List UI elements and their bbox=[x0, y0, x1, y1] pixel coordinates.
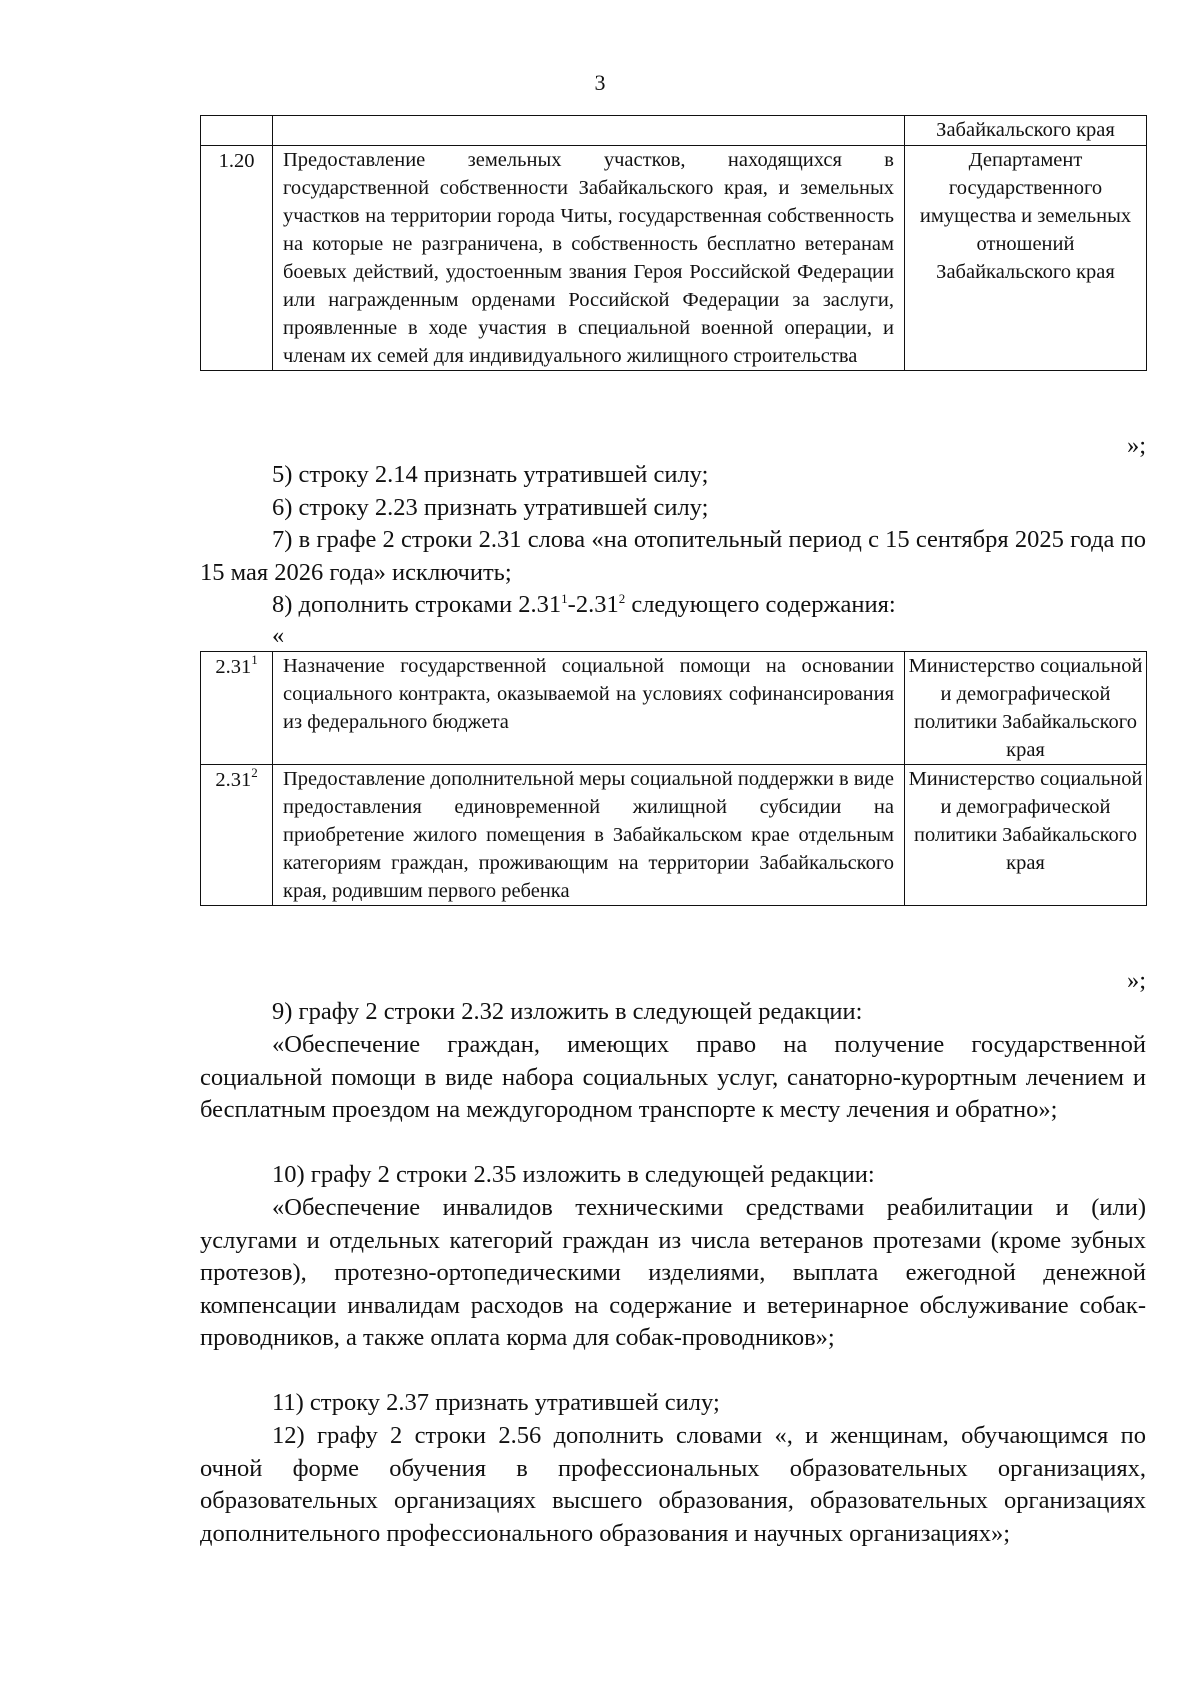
services-table-2 bbox=[200, 651, 1147, 906]
row-number bbox=[201, 116, 273, 146]
department-cell: Министерство социальной и демографической политики Забайкальского края bbox=[905, 765, 1147, 906]
superscript: 2 bbox=[618, 591, 626, 606]
paragraph-9: 9) графу 2 строки 2.32 изложить в следующей редакции: bbox=[272, 998, 863, 1025]
paragraph-12: 12) графу 2 строки 2.56 дополнить словами «, и женщинам, обучающимся по очной форме обучения в профессиональных образовательных организациях, образовательных организациях высшего образования, образовательных организациях дополнительного профессионального образования и научных организациях»; bbox=[200, 1422, 1146, 1547]
service-text: Предоставление дополнительной меры социальной поддержки в виде предоставления единовременной жилищной субсидии на приобретение жилого помещения в Забайкальском крае отдельным категориям граждан, проживающим на территории Забайкальского края, родившим первого ребенка bbox=[273, 765, 905, 906]
paragraph-10: 10) графу 2 строки 2.35 изложить в следующей редакции: bbox=[272, 1161, 875, 1188]
services-table-1 bbox=[200, 115, 1147, 371]
row-number-text: 2.31 bbox=[215, 656, 252, 678]
row-number: 1.20 bbox=[201, 146, 273, 371]
table-row bbox=[201, 765, 1147, 906]
paragraph-11: 11) строку 2.37 признать утратившей силу; bbox=[272, 1389, 720, 1416]
paragraph-8 bbox=[200, 589, 1146, 622]
superscript: 2 bbox=[251, 765, 258, 780]
paragraph-7: 7) в графе 2 строки 2.31 слова «на отопительный период с 15 сентября 2025 года по 15 мая 2026 года» исключить; bbox=[200, 526, 1146, 586]
paragraph-6: 6) строку 2.23 признать утратившей силу; bbox=[272, 494, 709, 521]
service-text: Предоставление земельных участков, находящихся в государственной собственности Забайкальского края, и земельных участков на территории города Читы, государственная собственность на которые не разграничена, в собственность бесплатно ветеранам боевых действий, удостоенным звания Героя Российской Федерации или награжденным орденами Российской Федерации за заслуги, проявленные в ходе участия в специальной военной операции, и членам их семей для индивидуального жилищного строительства bbox=[273, 146, 905, 371]
table-row bbox=[201, 146, 1147, 371]
paragraph-5: 5) строку 2.14 признать утратившей силу; bbox=[272, 461, 709, 488]
row-number-text: 2.31 bbox=[215, 769, 252, 791]
superscript: 1 bbox=[561, 591, 568, 606]
service-text bbox=[273, 116, 905, 146]
paragraph-8-dash: -2.31 bbox=[567, 591, 619, 618]
paragraph-8-prefix: 8) дополнить строками 2.31 bbox=[272, 591, 562, 618]
superscript: 1 bbox=[251, 652, 258, 667]
paragraph-8-suffix: следующего содержания: bbox=[625, 591, 896, 618]
page-number: 3 bbox=[594, 70, 606, 95]
service-text: Назначение государственной социальной помощи на основании социального контракта, оказываемой на условиях софинансирования из федерального бюджета bbox=[273, 652, 905, 765]
table-row bbox=[201, 116, 1147, 146]
paragraph-10-quote: «Обеспечение инвалидов техническими средствами реабилитации и (или) услугами и отдельных категорий граждан из числа ветеранов протезами (кроме зубных протезов), протезно-ортопедическими изделиями, выплата ежегодной денежной компенсации инвалидам расходов на содержание и ветеринарное обслуживание собак-проводников, а также оплата корма для собак-проводников»; bbox=[200, 1194, 1146, 1351]
department-cell: Департамент государственного имущества и земельных отношений Забайкальского края bbox=[905, 146, 1147, 371]
paragraph-9-quote: «Обеспечение граждан, имеющих право на получение государственной социальной помощи в виде набора социальных услуг, санаторно-курортным лечением и бесплатным проездом на междугородном транспорте к месту лечения и обратно»; bbox=[200, 1031, 1146, 1123]
closing-quote: »; bbox=[1126, 432, 1146, 459]
row-number bbox=[201, 765, 273, 906]
department-cell: Министерство социальной и демографической политики Забайкальского края bbox=[905, 652, 1147, 765]
row-number bbox=[201, 652, 273, 765]
department-cell: Забайкальского края bbox=[905, 116, 1147, 146]
opening-quote: « bbox=[272, 622, 285, 649]
closing-quote: »; bbox=[1126, 967, 1146, 994]
table-row bbox=[201, 652, 1147, 765]
